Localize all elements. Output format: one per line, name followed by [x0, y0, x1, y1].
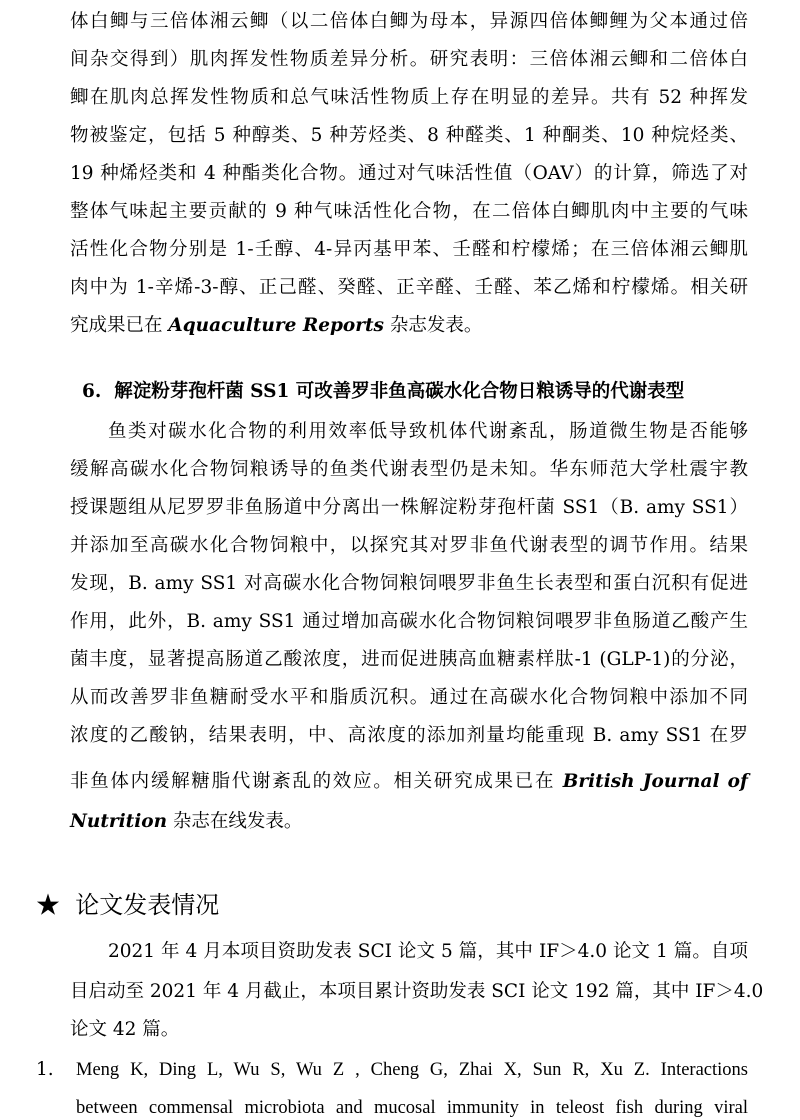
text-line: 体白鲫与三倍体湘云鲫（以二倍体白鲫为母本，异源四倍体鲫鲤为父本通过倍 — [70, 11, 748, 32]
text-line: 目启动至 2021 年 4 月截止，本项目累计资助发表 SCI 论文 192 篇，其中 IF＞4.0 — [70, 981, 764, 1002]
section-title: 解淀粉芽孢杆菌 SS1 可改善罗非鱼高碳水化合物日粮诱导的代谢表型 — [114, 381, 685, 402]
text-fragment: 非鱼体内缓解糖脂代谢紊乱的效应。相关研究成果已在 — [70, 771, 563, 792]
text-line: 2021 年 4 月本项目资助发表 SCI 论文 5 篇，其中 IF＞4.0 论文 1 篇。自项 — [108, 941, 748, 962]
text-line-last — [70, 810, 302, 834]
section-title: 论文发表情况 — [75, 891, 220, 919]
text-line: 鲫在肌肉总挥发性物质和总气味活性物质上存在明显的差异。共有 52 种挥发 — [70, 87, 748, 108]
journal-name: British Journal of — [562, 771, 748, 792]
reference-text: between commensal microbiota and mucosal immunity in teleost fish during viral — [76, 1098, 748, 1118]
section-heading — [82, 380, 684, 404]
text-line: 活性化合物分别是 1-壬醇、4-异丙基甲苯、壬醛和柠檬烯；在三倍体湘云鲫肌 — [70, 239, 748, 260]
text-line: 作用，此外，B. amy SS1 通过增加高碳水化合物饲粮饲喂罗非鱼肠道乙酸产生 — [70, 611, 748, 632]
text-fragment: 究成果已在 — [70, 315, 169, 336]
section-number: 6. — [82, 381, 102, 402]
reference-number: 1. — [36, 1059, 54, 1080]
text-line: 19 种烯烃类和 4 种酯类化合物。通过对气味活性值（OAV）的计算，筛选了对 — [70, 163, 748, 184]
journal-name: Aquaculture Reports — [168, 315, 384, 336]
text-line-last — [70, 314, 482, 338]
text-line: 缓解高碳水化合物饲粮诱导的鱼类代谢表型仍是未知。华东师范大学杜震宇教 — [70, 459, 748, 480]
section-heading-publications — [36, 890, 219, 920]
text-line: 物被鉴定，包括 5 种醇类、5 种芳烃类、8 种醛类、1 种酮类、10 种烷烃类、 — [70, 125, 748, 146]
text-fragment: 杂志发表。 — [383, 315, 483, 336]
text-line: 授课题组从尼罗罗非鱼肠道中分离出一株解淀粉芽孢杆菌 SS1（B. amy SS1） — [70, 497, 748, 518]
text-line: 间杂交得到）肌肉挥发性物质差异分析。研究表明：三倍体湘云鲫和二倍体白 — [70, 49, 748, 70]
text-line: 菌丰度，显著提高肠道乙酸浓度，进而促进胰高血糖素样肽-1 (GLP-1)的分泌， — [70, 649, 748, 670]
text-fragment: 杂志在线发表。 — [167, 811, 303, 832]
text-line: 发现，B. amy SS1 对高碳水化合物饲粮饲喂罗非鱼生长表型和蛋白沉积有促进 — [70, 573, 748, 594]
text-line: 从而改善罗非鱼糖耐受水平和脂质沉积。通过在高碳水化合物饲粮中添加不同 — [70, 687, 748, 708]
text-line: 论文 42 篇。 — [70, 1019, 180, 1040]
star-icon: ★ — [36, 891, 60, 919]
reference-text: Meng K, Ding L, Wu S, Wu Z , Cheng G, Zhai X, Sun R, Xu Z. Interactions — [76, 1060, 748, 1080]
text-line: 鱼类对碳水化合物的利用效率低导致机体代谢紊乱，肠道微生物是否能够 — [108, 421, 748, 442]
text-line: 整体气味起主要贡献的 9 种气味活性化合物，在二倍体白鲫肌肉中主要的气味 — [70, 201, 748, 222]
text-line: 肉中为 1-辛烯-3-醇、正己醛、癸醛、正辛醛、壬醛、苯乙烯和柠檬烯。相关研 — [70, 277, 748, 298]
text-line: 并添加至高碳水化合物饲粮中，以探究其对罗非鱼代谢表型的调节作用。结果 — [70, 535, 748, 556]
text-line — [70, 770, 748, 794]
text-line: 浓度的乙酸钠，结果表明，中、高浓度的添加剂量均能重现 B. amy SS1 在罗 — [70, 725, 748, 746]
journal-name: Nutrition — [70, 811, 168, 832]
